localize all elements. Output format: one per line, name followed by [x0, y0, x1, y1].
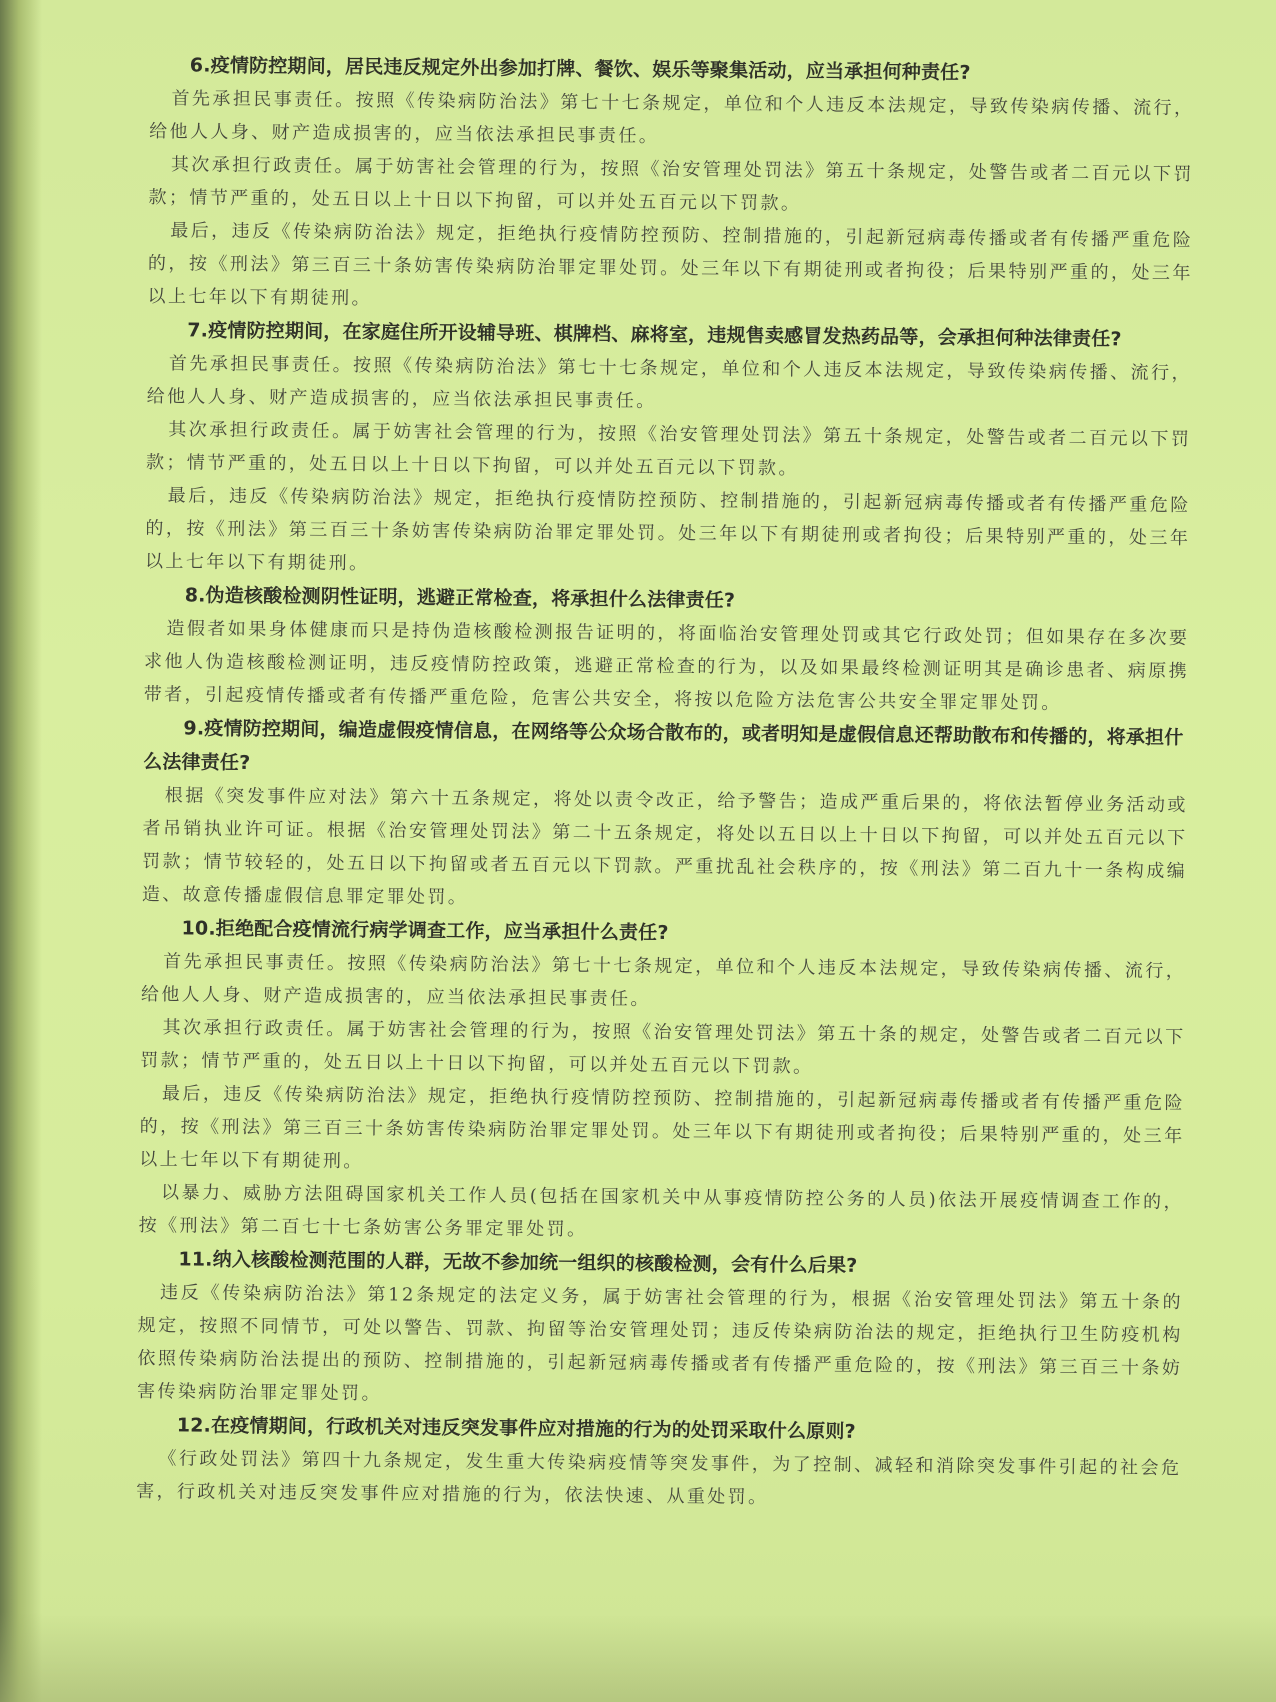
- answer-paragraph: 《行政处罚法》第四十九条规定，发生重大传染病疫情等突发事件，为了控制、减轻和消除突发事件引起的社会危害，行政机关对违反突发事件应对措施的行为，依法快速、从重处罚。: [136, 1448, 1182, 1509]
- answer-paragraph: 以暴力、威胁方法阻碍国家机关工作人员(包括在国家机关中从事疫情防控公务的人员)依法开展疫情调查工作的，按《刑法》第二百七十七条妨害公务罪定罪处罚。: [138, 1182, 1185, 1241]
- answer-paragraph: 造假者如果身体健康而只是持伪造核酸检测报告证明的，将面临治安管理处罚或其它行政处罚；但如果存在多次要求他人伪造核酸检测证明，违反疫情防控政策，逃避正常检查的行为，以及如果最终检测证明其是确诊患者、病原携带者，引起疫情传播或者有传播严重危险，危害公共安全，将按以危险方法危害公共安全罪定罪处罚。: [143, 618, 1190, 714]
- answer-paragraph: 其次承担行政责任。属于妨害社会管理的行为，按照《治安管理处罚法》第五十条规定，处警告或者二百元以下罚款；情节严重的，处五日以上十日以下拘留，可以并处五百元以下罚款。: [145, 419, 1192, 480]
- answer-paragraph: 首先承担民事责任。按照《传染病防治法》第七十七条规定，单位和个人违反本法规定，导致传染病传播、流行，给他人人身、财产造成损害的，应当依法承担民事责任。: [146, 353, 1193, 412]
- question-heading-6: 6.疫情防控期间，居民违反规定外出参加打牌、餐饮、娱乐等聚集活动，应当承担何种责任?: [189, 54, 971, 84]
- answer-paragraph: 首先承担民事责任。按照《传染病防治法》第七十七条规定，单位和个人违反本法规定，导致传染病传播、流行，给他人人身、财产造成损害的，应当依法承担民事责任。: [140, 951, 1187, 1010]
- question-heading-8: 8.伪造核酸检测阴性证明，逃避正常检查，将承担什么法律责任?: [184, 584, 736, 612]
- page-edge-shadow: [0, 0, 42, 1702]
- question-heading-9: 9.疫情防控期间，编造虚假疫情信息，在网络等公众场合散布的，或者明知是虚假信息还帮助散布和传播的，将承担什么法律责任?: [143, 717, 1184, 774]
- answer-paragraph: 首先承担民事责任。按照《传染病防治法》第七十七条规定，单位和个人违反本法规定，导致传染病传播、流行，给他人人身、财产造成损害的，应当依法承担民事责任。: [149, 88, 1195, 147]
- question-heading-10: 10.拒绝配合疫情流行病学调查工作，应当承担什么责任?: [181, 917, 669, 945]
- question-heading-12: 12.在疫情期间，行政机关对违反突发事件应对措施的行为的处罚采取什么原则?: [176, 1414, 856, 1443]
- answer-paragraph: 最后，违反《传染病防治法》规定，拒绝执行疫情防控预防、控制措施的，引起新冠病毒传播或者有传播严重危险的，按《刑法》第三百三十条妨害传染病防治罪定罪处罚。处三年以下有期徒刑或者拘役；后果特别严重的，处三年以上七年以下有期徒刑。: [144, 485, 1191, 575]
- answer-paragraph: 违反《传染病防治法》第12条规定的法定义务，属于妨害社会管理的行为，根据《治安管理处罚法》第五十条的规定，按照不同情节，可处以警告、罚款、拘留等治安管理处罚；违反传染病防治法的规定，拒绝执行卫生防疫机构依照传染病防治法提出的预防、控制措施的，引起新冠病毒传播或者有传播严重危险的，按《刑法》第三百三十条妨害传染病防治罪定罪处罚。: [137, 1282, 1184, 1405]
- answer-paragraph: 最后，违反《传染病防治法》规定，拒绝执行疫情防控预防、控制措施的，引起新冠病毒传播或者有传播严重危险的，按《刑法》第三百三十条妨害传染病防治罪定罪处罚。处三年以下有期徒刑或者拘役；后果特别严重的，处三年以上七年以下有期徒刑。: [139, 1083, 1186, 1173]
- document-body: [136, 48, 1195, 1518]
- answer-paragraph: 根据《突发事件应对法》第六十五条规定，将处以责令改正，给予警告；造成严重后果的，将依法暂停业务活动或者吊销执业许可证。根据《治安管理处罚法》第二十五条规定，将处以五日以上十日以下拘留，可以并处五百元以下罚款；情节较轻的，处五日以下拘留或者五百元以下罚款。严重扰乱社会秩序的，按《刑法》第二百九十一条构成编造、故意传播虚假信息罪定罪处罚。: [141, 785, 1188, 909]
- answer-paragraph: 其次承担行政责任。属于妨害社会管理的行为，按照《治安管理处罚法》第五十条的规定，处警告或者二百元以下罚款；情节严重的，处五日以上十日以下拘留，可以并处五百元以下罚款。: [140, 1017, 1186, 1078]
- question-heading-7: 7.疫情防控期间，在家庭住所开设辅导班、棋牌档、麻将室，违规售卖感冒发热药品等，会承担何种法律责任?: [187, 319, 1122, 351]
- question-heading-11: 11.纳入核酸检测范围的人群，无故不参加统一组织的核酸检测，会有什么后果?: [178, 1248, 858, 1277]
- page-bottom-shadow: [0, 1612, 1276, 1702]
- answer-paragraph: 其次承担行政责任。属于妨害社会管理的行为，按照《治安管理处罚法》第五十条规定，处警告或者二百元以下罚款；情节严重的，处五日以上十日以下拘留，可以并处五百元以下罚款。: [148, 154, 1194, 215]
- answer-paragraph: 最后，违反《传染病防治法》规定，拒绝执行疫情防控预防、控制措施的，引起新冠病毒传播或者有传播严重危险的，按《刑法》第三百三十条妨害传染病防治罪定罪处罚。处三年以下有期徒刑或者拘役；后果特别严重的，处三年以上七年以下有期徒刑。: [147, 220, 1194, 310]
